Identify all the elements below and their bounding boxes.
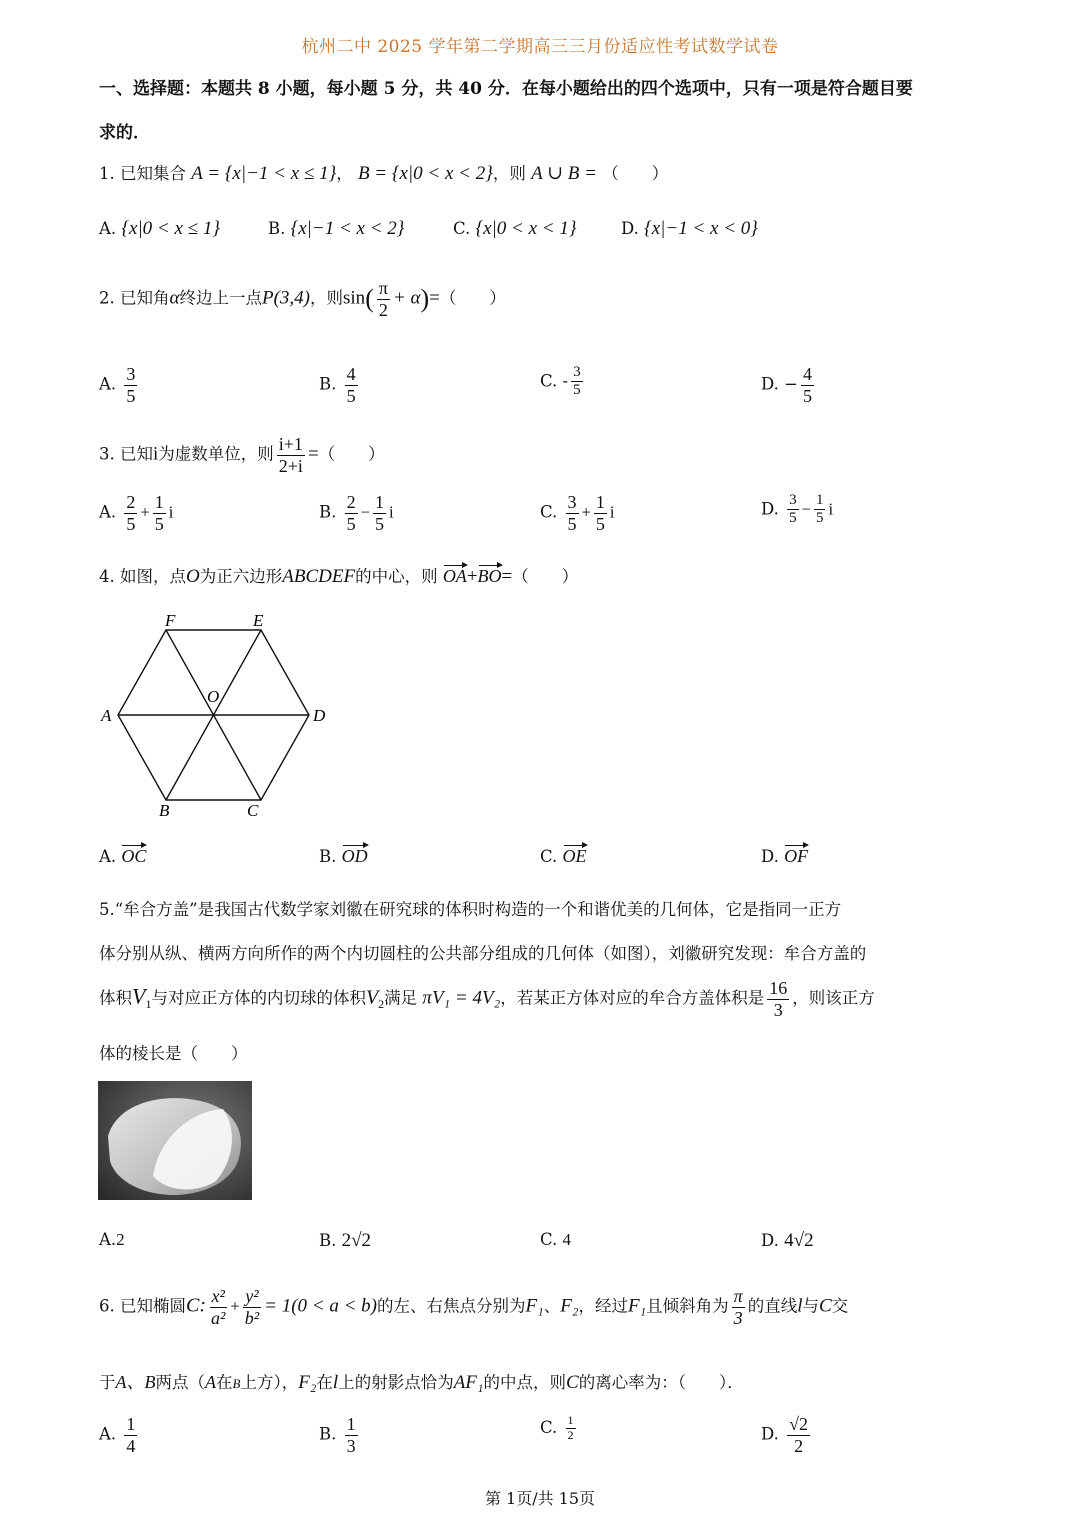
question-5-line-3: 体积$V_1$与对应正方体的内切球的体积$V_2$满足 πV₁ = 4V₂，若某正方体对应的牟合方盖体积是 $\frac{16}{3}$ ，则该正方 [99, 978, 875, 1020]
label-d: D [313, 706, 326, 725]
label-a: A [101, 706, 112, 725]
q6-option-c: C. $\frac{1}{2}$ [540, 1413, 574, 1442]
q5-option-d: D. 4√2 [761, 1230, 814, 1251]
q1-set-b: B = {x|0 < x < 2} [357, 163, 493, 184]
question-4: 4. 如图，点O为正六边形ABCDEF的中心，则 OA+BO=（ ） [99, 566, 579, 587]
vector-bo: BO [477, 566, 502, 586]
q2-option-a: A. $\frac{3}{5}$ [99, 364, 136, 406]
q3-option-d: D. $\frac{3}{5}$ − $\frac{1}{5}$ i [761, 492, 834, 527]
label-o: O [207, 687, 220, 706]
q3-option-b: B. $\frac{2}{5}$ − $\frac{1}{5}$ i [319, 492, 394, 534]
q1-paren: （ ） [602, 164, 669, 183]
mouhe-fanggai-image [98, 1081, 252, 1200]
q4-option-d: D. OF [761, 846, 809, 866]
q3-option-c: C. $\frac{3}{5}$ + $\frac{1}{5}$ i [540, 492, 615, 534]
q1-option-d: D. {x|−1 < x < 0} [621, 218, 758, 239]
q6-option-b: B. $\frac{1}{3}$ [319, 1414, 356, 1456]
label-b: B [159, 801, 170, 820]
hexagon-figure [95, 610, 335, 825]
q1-set-a: A = {x|−1 < x ≤ 1} [191, 163, 337, 184]
q1-option-c: C. {x|0 < x < 1} [453, 218, 577, 239]
q3-option-a: A. $\frac{2}{5}$ + $\frac{1}{5}$ i [99, 492, 174, 534]
q1-comma: ， [336, 164, 353, 183]
question-5-line-1: 5.“牟合方盖”是我国古代数学家刘徽在研究球的体积时构造的一个和谐优美的几何体，它是指同一正方 [99, 900, 842, 919]
q1-mid: ，则 [492, 164, 526, 183]
q4-option-c: C. OE [540, 846, 587, 866]
label-f: F [165, 611, 176, 630]
q5-option-a: A.2 [99, 1230, 125, 1249]
question-1 [99, 160, 668, 185]
section-heading-cont: 求的． [99, 123, 150, 143]
q2-option-c: C. - $\frac{3}{5}$ [540, 364, 581, 399]
question-5-line-2: 体分别从纵、横两方向所作的两个内切圆柱的公共部分组成的几何体（如图），刘徽研究发现：牟合方盖的 [99, 944, 867, 963]
q1-option-a: A. {x|0 < x ≤ 1} [99, 218, 220, 239]
question-2: 2. 已知角α终边上一点P(3,4)，则sin( $\frac{\pi}{2}$ + α)=（ ） [99, 278, 506, 320]
q5-option-c: C. 4 [540, 1230, 572, 1249]
section-heading: 一、选择题：本题共 8 小题，每小题 5 分，共 40 分．在每小题给出的四个选项中，只有一项是符合题目要 [99, 79, 913, 99]
q6-option-a: A. $\frac{1}{4}$ [99, 1414, 136, 1456]
vector-oa: OA [442, 566, 467, 586]
q1-prefix: 1. 已知集合 [99, 164, 186, 183]
q1-expr: A ∪ B = [531, 163, 597, 184]
question-5-line-4: 体的棱长是（ ） [99, 1044, 248, 1063]
question-3: 3. 已知i为虚数单位，则 $\frac{i+1}{2+i}$ =（ ） [99, 434, 385, 476]
question-6-line-2: 于A、B两点（A在B上方），F₂在l上的射影点恰为AF₁的中点，则C的离心率为：（ ）． [99, 1372, 744, 1393]
q5-option-b: B. 2√2 [319, 1230, 372, 1251]
label-e: E [253, 611, 264, 630]
q1-option-b: B. {x|−1 < x < 2} [268, 218, 405, 239]
page-title: 杭州二中 2025 学年第二学期高三三月份适应性考试数学试卷 [301, 37, 779, 57]
q6-option-d: D. $\frac{√2}{2}$ [761, 1414, 809, 1456]
label-c: C [247, 801, 259, 820]
page-number: 第 1页/共 15页 [484, 1489, 596, 1508]
question-6-line-1: 6. 已知椭圆C: $\frac{\text{x²}}{\text{a²}}$ + $\frac{\text{y²}}{\text{b²}}$ = 1(0 < a < b)的左、右焦点分别为F₁、F₂，经过F₁且倾斜角为 $\frac{\pi}{3}$ 的直线l与C交 [99, 1286, 849, 1328]
q4-option-b: B. OD [319, 846, 368, 866]
q2-option-d: D. − $\frac{4}{5}$ [761, 364, 812, 406]
q2-option-b: B. $\frac{4}{5}$ [319, 364, 356, 406]
q4-option-a: A. OC [99, 846, 147, 866]
